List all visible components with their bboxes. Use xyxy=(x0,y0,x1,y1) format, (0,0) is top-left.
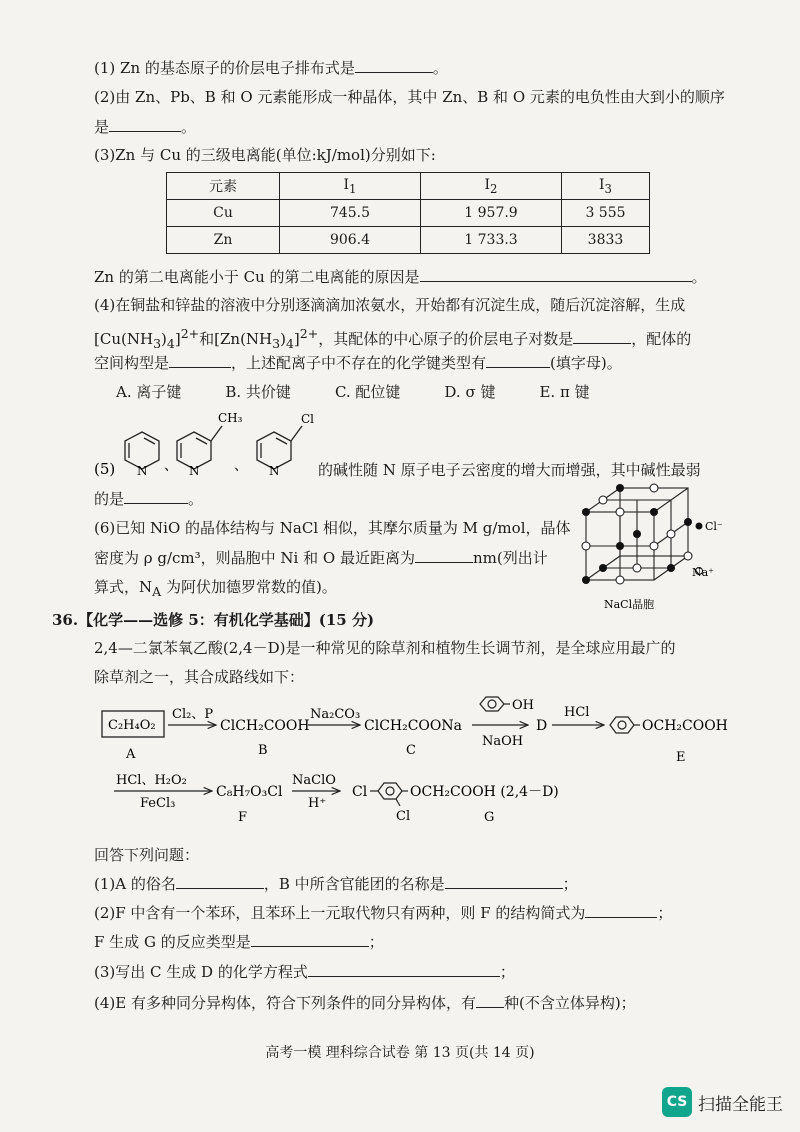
q4-line2: $[Cu(NH_3)_4]^{2+}$和$[Zn(NH_3)_4]^{2+}$，其配体的中心原子的价层电子对数是 ，配体的 xyxy=(94,326,692,351)
table-header-cell: $I_2$ xyxy=(421,173,562,200)
reagent-5-bottom: FeCl₃ xyxy=(140,796,176,811)
answer-prompt: 回答下列问题： xyxy=(94,846,200,864)
p3: (3)写出 C 生成 D 的化学方程式 ； xyxy=(94,963,515,981)
compound-f-formula: C₈H₇O₃Cl xyxy=(216,784,283,800)
table-cell: 1 957.9 xyxy=(421,200,562,227)
reagent-3-bottom: NaOH xyxy=(482,734,524,749)
watermark-text: 扫描全能王 xyxy=(698,1094,783,1115)
q6-line3: 算式，$N_A$ 为阿伏加德罗常数的值)。 xyxy=(94,578,337,599)
reagent-1: Cl₂、P xyxy=(172,707,214,722)
compound-d-label: D xyxy=(536,718,548,734)
q5-label: (5) xyxy=(94,460,116,478)
q6-line1: (6)已知 NiO 的晶体结构与 NaCl 相似，其摩尔质量为 M g/mol，晶体 xyxy=(94,519,571,537)
q3b: Zn 的第二电离能小于 Cu 的第二电离能的原因是 。 xyxy=(94,268,707,286)
compound-f-label: F xyxy=(238,810,248,825)
nacl-unit-cell-figure xyxy=(574,480,724,620)
camscanner-logo-icon: CS xyxy=(662,1087,692,1117)
separator: 、 xyxy=(234,458,248,474)
table-cell: Cu xyxy=(167,200,280,227)
compound-a-formula: C₂H₄O₂ xyxy=(108,718,156,733)
table-cell: Zn xyxy=(167,227,280,254)
answer-blank xyxy=(355,58,433,73)
intro-line2: 除草剂之一，其合成路线如下： xyxy=(94,668,305,686)
answer-blank xyxy=(308,962,500,977)
q4-line1: (4)在铜盐和锌盐的溶液中分别逐滴滴加浓氨水，开始都有沉淀生成，随后沉淀溶解，生成 xyxy=(94,296,686,314)
answer-blank xyxy=(573,329,631,344)
page-footer: 高考一模 理科综合试卷 第 13 页(共 14 页) xyxy=(265,1045,535,1061)
table-header-row xyxy=(167,173,650,200)
table-cell: 3 555 xyxy=(562,200,650,227)
compound-b-label: B xyxy=(258,743,268,758)
answer-blank xyxy=(445,874,563,889)
compound-e-formula: OCH₂COOH xyxy=(642,718,728,734)
answer-blank xyxy=(486,353,550,368)
compound-c-formula: ClCH₂COONa xyxy=(364,718,462,734)
option-a: A. 离子键 xyxy=(116,383,182,401)
answer-blank xyxy=(420,267,692,282)
na-legend: Na⁺ xyxy=(692,566,714,579)
q2-line1: (2)由 Zn、Pb、B 和 O 元素能形成一种晶体，其中 Zn、B 和 O 元素的电负性由大到小的顺序 xyxy=(94,88,725,106)
q36-heading: 36.【化学——选修 5：有机化学基础】(15 分) xyxy=(52,611,375,629)
answer-blank xyxy=(415,548,473,563)
g-cl-bottom: Cl xyxy=(396,809,411,824)
dichlorophenoxy-ring xyxy=(378,783,408,806)
table-header-cell: $I_1$ xyxy=(280,173,421,200)
atom-label: N xyxy=(137,464,148,478)
q6-line2: 密度为 ρ g/cm³，则晶胞中 Ni 和 O 最近距离为 nm(列出计 xyxy=(94,549,548,567)
chloropyridine-structure xyxy=(257,426,302,469)
ionization-energy-table xyxy=(166,172,650,254)
synthesis-route xyxy=(96,695,736,835)
q1: (1) Zn 的基态原子的价层电子排布式是 。 xyxy=(94,59,448,77)
compound-e-label: E xyxy=(676,750,686,765)
q5-line2: 的是 。 xyxy=(94,490,204,508)
q3: (3)Zn 与 Cu 的三级电离能(单位:kJ/mol)分别如下: xyxy=(94,146,436,164)
answer-blank xyxy=(476,993,504,1008)
p1: (1)A 的俗名 ，B 中所含官能团的名称是 ； xyxy=(94,875,578,893)
reagent-6-top: NaClO xyxy=(292,773,336,788)
scanner-watermark xyxy=(662,1087,783,1117)
intro-line1: 2,4—二氯苯氧乙酸(2,4－D)是一种常见的除草剂和植物生长调节剂，是全球应用最广的 xyxy=(94,639,676,657)
answer-blank xyxy=(585,903,657,918)
answer-blank xyxy=(176,874,264,889)
phenol-oh: OH xyxy=(512,698,534,713)
atom-label: N xyxy=(269,464,280,478)
table-cell: 3833 xyxy=(562,227,650,254)
pyridine-structures xyxy=(94,408,324,480)
compound-a-label: A xyxy=(126,747,136,762)
table-row xyxy=(167,227,650,254)
chloro-label: Cl xyxy=(301,412,315,426)
crystal-caption: NaCl晶胞 xyxy=(604,598,655,611)
q4-line3: 空间构型是 ，上述配离子中不存在的化学键类型有 (填字母)。 xyxy=(94,354,622,372)
option-b: B. 共价键 xyxy=(225,383,291,401)
answer-blank xyxy=(251,932,369,947)
reagent-4: HCl xyxy=(564,705,590,720)
compound-c-label: C xyxy=(406,743,416,758)
option-e: E. π 键 xyxy=(539,383,590,401)
q2-line2: 是 。 xyxy=(94,118,197,136)
option-d: D. σ 键 xyxy=(444,383,496,401)
separator: 、 xyxy=(164,458,178,474)
p2b: F 生成 G 的反应类型是 ； xyxy=(94,933,384,951)
table-header-cell: 元素 xyxy=(167,173,280,200)
reagent-5-top: HCl、H₂O₂ xyxy=(116,773,187,788)
p2a: (2)F 中含有一个苯环，且苯环上一元取代物只有两种，则 F 的结构简式为 ； xyxy=(94,904,673,922)
answer-blank xyxy=(109,117,181,132)
methyl-label: CH₃ xyxy=(218,411,243,425)
q4-options xyxy=(116,382,634,402)
methylpyridine-structure xyxy=(177,426,222,469)
table-row xyxy=(167,200,650,227)
answer-blank xyxy=(124,489,188,504)
answer-blank xyxy=(169,353,231,368)
option-c: C. 配位键 xyxy=(334,383,401,401)
table-cell: 745.5 xyxy=(280,200,421,227)
reagent-6-bottom: H⁺ xyxy=(308,796,327,811)
atom-label: N xyxy=(189,464,200,478)
table-header-cell: $I_3$ xyxy=(562,173,650,200)
phenol-ring xyxy=(480,697,510,711)
reagent-2: Na₂CO₃ xyxy=(310,707,361,722)
compound-b-formula: ClCH₂COOH xyxy=(220,718,310,734)
table-cell: 1 733.3 xyxy=(421,227,562,254)
q5-tail: 的碱性随 N 原子电子云密度的增大而增强，其中碱性最弱 xyxy=(318,461,701,479)
table-cell: 906.4 xyxy=(280,227,421,254)
compound-g-label: G xyxy=(484,810,495,825)
cl-legend: Cl⁻ xyxy=(705,520,723,533)
phenoxy-ring xyxy=(610,717,640,733)
p4: (4)E 有多种同分异构体，符合下列条件的同分异构体，有 种(不含立体异构)； xyxy=(94,994,636,1012)
g-cl-left: Cl xyxy=(352,784,368,800)
compound-g-formula: OCH₂COOH (2,4－D) xyxy=(410,784,559,800)
